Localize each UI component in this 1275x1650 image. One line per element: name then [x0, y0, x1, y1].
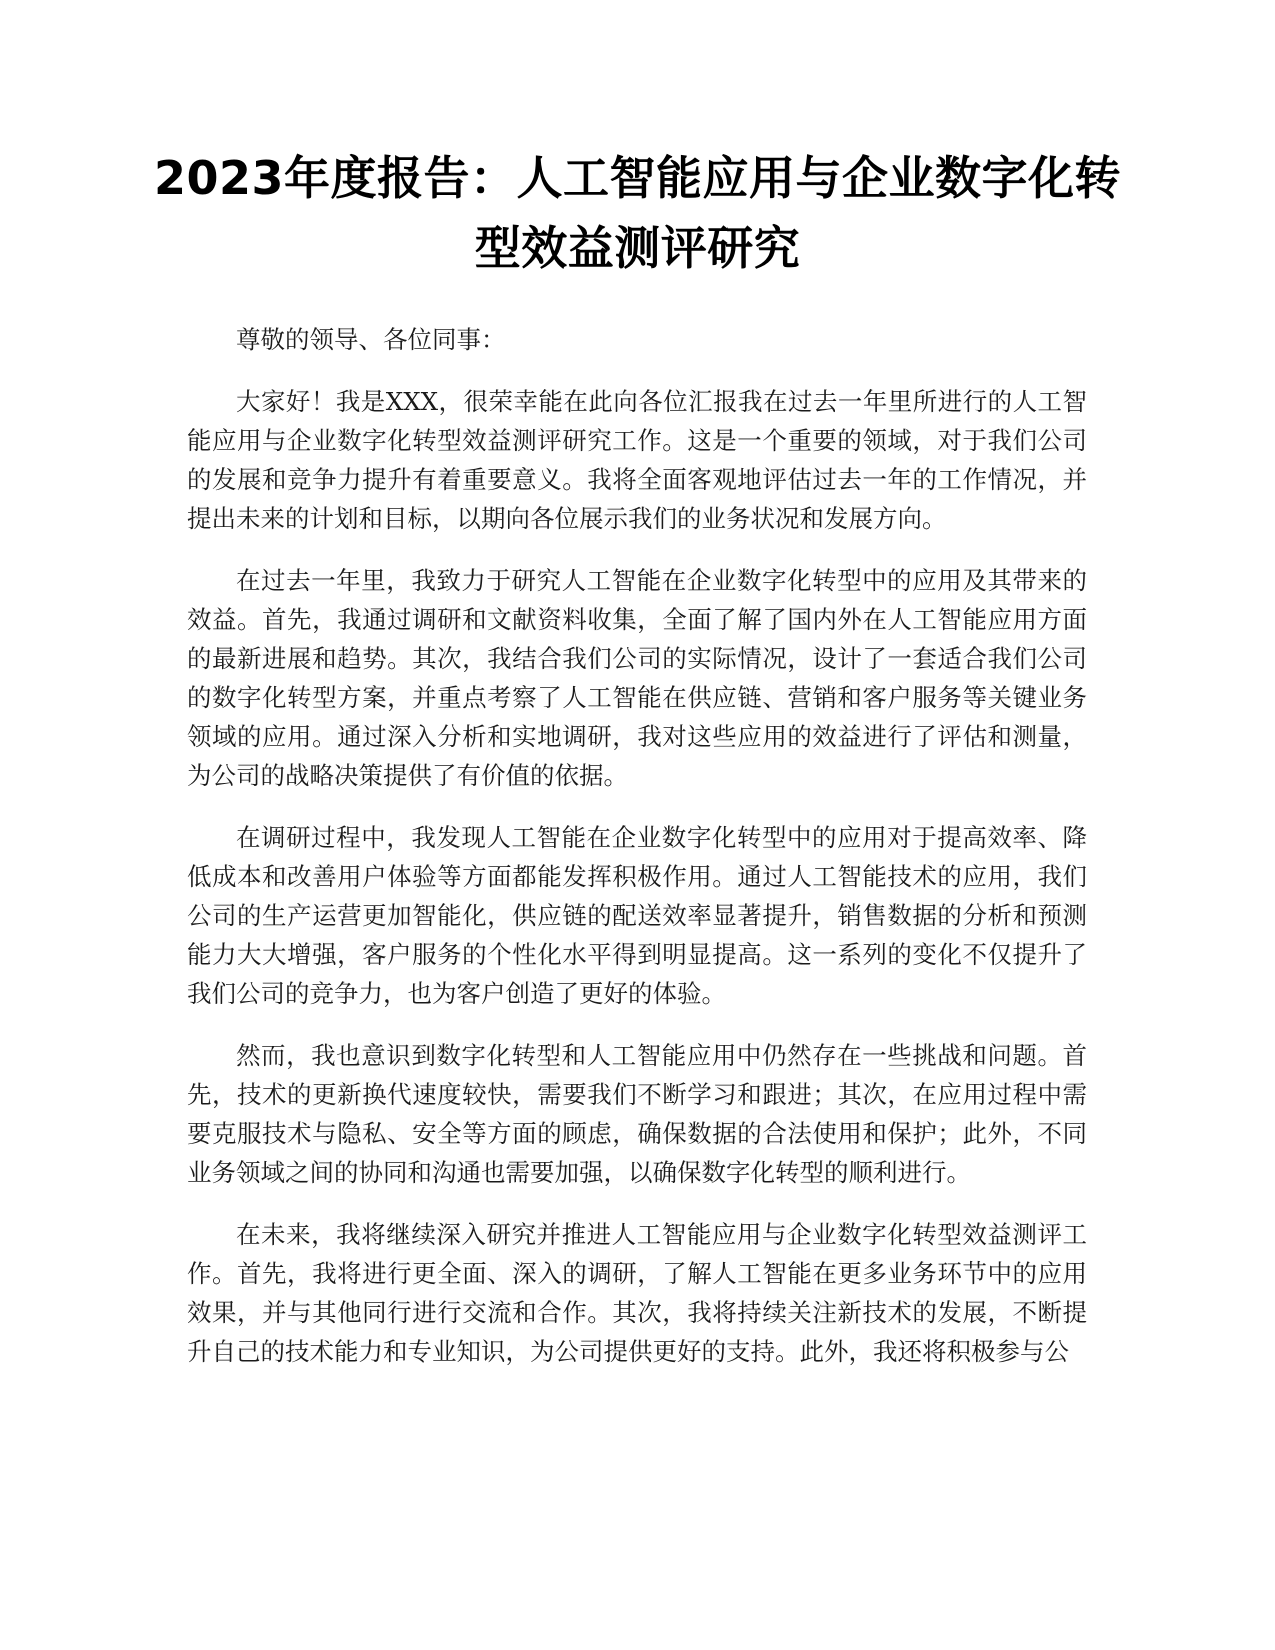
- document-title: 2023年度报告：人工智能应用与企业数字化转型效益测评研究: [153, 151, 1122, 275]
- paragraph-work-review: 在过去一年里，我致力于研究人工智能在企业数字化转型中的应用及其带来的效益。首先，我通过调研和文献资料收集，全面了解了国内外在人工智能应用方面的最新进展和趋势。其次，我结合我们公司的实际情况，设计了一套适合我们公司的数字化转型方案，并重点考察了人工智能在供应链、营销和客户服务等关键业务领域的应用。通过深入分析和实地调研，我对这些应用的效益进行了评估和测量，为公司的战略决策提供了有价值的依据。: [187, 566, 1087, 790]
- salutation: 尊敬的领导、各位同事：: [236, 325, 506, 354]
- document-body: [187, 320, 1087, 1394]
- paragraph-challenges: 然而，我也意识到数字化转型和人工智能应用中仍然存在一些挑战和问题。首先，技术的更新换代速度较快，需要我们不断学习和跟进；其次，在应用过程中需要克服技术与隐私、安全等方面的顾虑，确保数据的合法使用和保护；此外，不同业务领域之间的协同和沟通也需要加强，以确保数字化转型的顺利进行。: [187, 1041, 1087, 1187]
- paragraph-intro: 大家好！我是XXX，很荣幸能在此向各位汇报我在过去一年里所进行的人工智能应用与企业数字化转型效益测评研究工作。这是一个重要的领域，对于我们公司的发展和竞争力提升有着重要意义。我将全面客观地评估过去一年的工作情况，并提出未来的计划和目标，以期向各位展示我们的业务状况和发展方向。: [187, 387, 1087, 533]
- paragraph-future-plans: 在未来，我将继续深入研究并推进人工智能应用与企业数字化转型效益测评工作。首先，我将进行更全面、深入的调研，了解人工智能在更多业务环节中的应用效果，并与其他同行进行交流和合作。其次，我将持续关注新技术的发展，不断提升自己的技术能力和专业知识，为公司提供更好的支持。此外，我还将积极参与公: [187, 1220, 1087, 1366]
- paragraph-findings: 在调研过程中，我发现人工智能在企业数字化转型中的应用对于提高效率、降低成本和改善用户体验等方面都能发挥积极作用。通过人工智能技术的应用，我们公司的生产运营更加智能化，供应链的配送效率显著提升，销售数据的分析和预测能力大大增强，客户服务的个性化水平得到明显提高。这一系列的变化不仅提升了我们公司的竞争力，也为客户创造了更好的体验。: [187, 823, 1087, 1008]
